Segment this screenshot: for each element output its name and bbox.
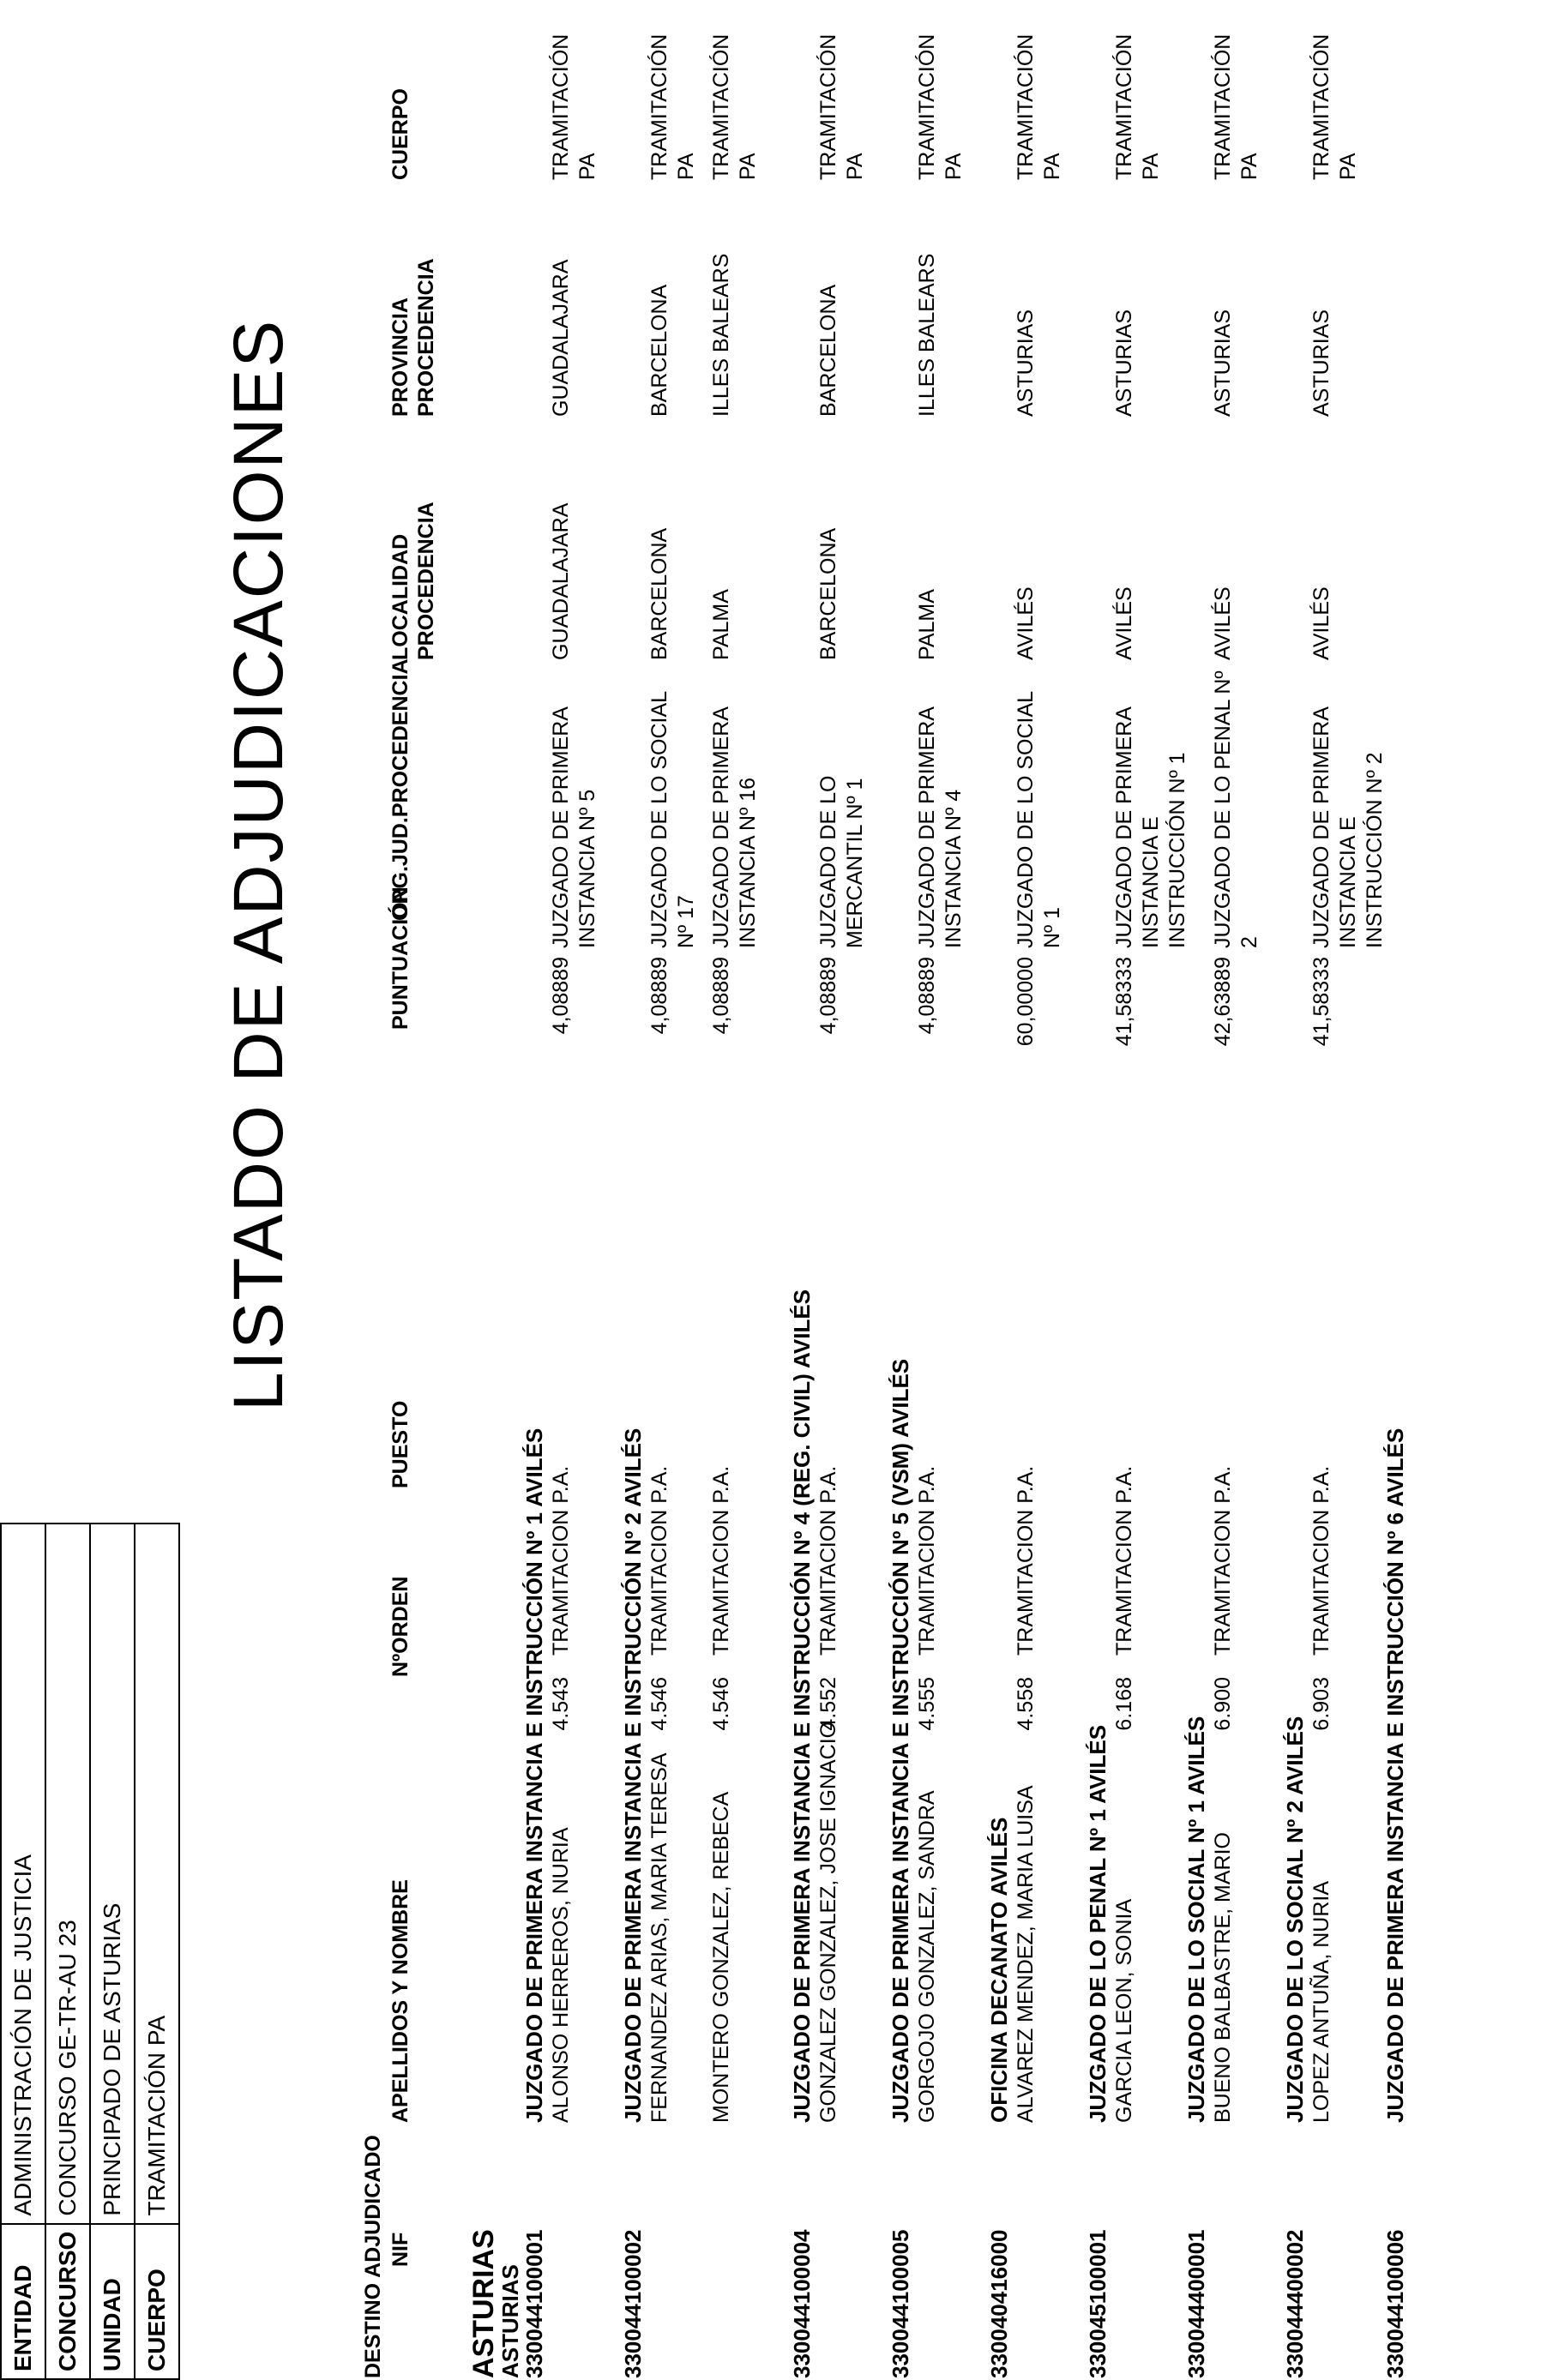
row-puesto: TRAMITACION P.A. <box>709 1465 733 1656</box>
row-puntuacion: 4,08889 <box>549 957 573 1035</box>
row-orden: 4.552 <box>816 1677 840 1731</box>
row-orden: 6.903 <box>1309 1677 1333 1731</box>
header-value-concurso: CONCURSO GE-TR-AU 23 <box>45 1524 90 2224</box>
row-puesto: TRAMITACION P.A. <box>647 1465 671 1656</box>
group-name: JUZGADO DE LO SOCIAL Nº 2 AVILÉS <box>1282 1716 1308 2123</box>
row-localidad: PALMA <box>709 589 733 660</box>
header-row <box>135 1524 179 2379</box>
row-organo: JUZGADO DE LO PENAL Nº 2 <box>1211 670 1261 948</box>
region-heading: ASTURIAS <box>467 2229 500 2378</box>
row-localidad: AVILÉS <box>1014 586 1038 660</box>
row-puesto: TRAMITACION P.A. <box>1112 1465 1136 1656</box>
header-label-concurso: CONCURSO <box>45 2224 90 2379</box>
header-label-unidad: UNIDAD <box>90 2224 135 2379</box>
group-name: JUZGADO DE PRIMERA INSTANCIA E INSTRUCCIÓN Nº 6 AVILÉS <box>1382 1427 1408 2123</box>
row-organo: JUZGADO DE LO SOCIAL Nº 1 <box>1014 691 1064 948</box>
row-provincia: ASTURIAS <box>1211 309 1235 417</box>
col-header-puntuacion: PUNTUACIÓN <box>388 886 412 1030</box>
header-label-entidad: ENTIDAD <box>1 2224 45 2379</box>
col-header-localidad: LOCALIDAD PROCEDENCIA <box>388 502 438 660</box>
header-row <box>1 1524 45 2379</box>
row-organo: JUZGADO DE PRIMERA INSTANCIA E INSTRUCCIÓN Nº 2 <box>1309 707 1387 948</box>
row-nombre: ALONSO HERREROS, NURIA <box>549 1827 573 2123</box>
group-name: JUZGADO DE LO SOCIAL Nº 1 AVILÉS <box>1183 1716 1209 2123</box>
row-provincia: ASTURIAS <box>1014 309 1038 417</box>
row-localidad: BARCELONA <box>647 527 671 660</box>
group-code: 330040416000 <box>986 2229 1012 2378</box>
row-puesto: TRAMITACION P.A. <box>816 1465 840 1656</box>
header-value-cuerpo: TRAMITACIÓN PA <box>135 1524 179 2224</box>
row-puntuacion: 42,63889 <box>1211 957 1235 1047</box>
row-puesto: TRAMITACION P.A. <box>915 1465 939 1656</box>
header-value-entidad: ADMINISTRACIÓN DE JUSTICIA <box>1 1524 45 2224</box>
col-header-destino: DESTINO ADJUDICADO <box>361 2135 385 2378</box>
row-puntuacion: 4,08889 <box>816 957 840 1035</box>
group-code: 330044100001 <box>521 2229 547 2378</box>
row-provincia: BARCELONA <box>647 284 671 417</box>
col-header-organo: ORG.JUD.PROCEDENCIA <box>388 658 412 921</box>
row-orden: 4.555 <box>915 1677 939 1731</box>
row-puntuacion: 4,08889 <box>647 957 671 1035</box>
row-orden: 4.558 <box>1014 1677 1038 1731</box>
group-name: JUZGADO DE PRIMERA INSTANCIA E INSTRUCCIÓN Nº 1 AVILÉS <box>521 1427 547 2123</box>
header-label-cuerpo: CUERPO <box>135 2224 179 2379</box>
group-code: 330044100006 <box>1382 2229 1408 2378</box>
group-code: 330044100002 <box>620 2229 646 2378</box>
row-orden: 4.546 <box>709 1677 733 1731</box>
row-nombre: MONTERO GONZALEZ, REBECA <box>709 1791 733 2123</box>
row-puntuacion: 41,58333 <box>1309 957 1333 1047</box>
row-puntuacion: 4,08889 <box>709 957 733 1035</box>
row-nombre: GARCIA LEON, SONIA <box>1112 1898 1136 2123</box>
group-code: 330045100001 <box>1085 2229 1111 2378</box>
row-provincia: BARCELONA <box>816 284 840 417</box>
col-header-orden: NºORDEN <box>388 1576 412 1677</box>
col-header-provincia: PROVINCIA PROCEDENCIA <box>388 258 438 417</box>
group-name: OFICINA DECANATO AVILÉS <box>986 1817 1012 2123</box>
header-row <box>90 1524 135 2379</box>
row-nombre: GONZALEZ GONZALEZ, JOSE IGNACIO <box>816 1721 840 2123</box>
row-nombre: FERNANDEZ ARIAS, MARIA TERESA <box>647 1752 671 2123</box>
row-localidad: AVILÉS <box>1211 586 1235 660</box>
row-nombre: GORGOJO GONZALEZ, SANDRA <box>915 1790 939 2123</box>
col-header-nif: NIF <box>388 2232 412 2267</box>
group-code: 330044100005 <box>888 2229 913 2378</box>
group-name: JUZGADO DE LO PENAL Nº 1 AVILÉS <box>1085 1724 1111 2123</box>
row-cuerpo: TRAMITACIÓN PA <box>549 33 599 180</box>
row-cuerpo: TRAMITACIÓN PA <box>1112 33 1163 180</box>
row-nombre: ALVAREZ MENDEZ, MARIA LUISA <box>1014 1785 1038 2123</box>
subregion-heading: ASTURIAS <box>497 2264 523 2378</box>
row-cuerpo: TRAMITACIÓN PA <box>915 33 966 180</box>
row-nombre: LOPEZ ANTUÑA, NURIA <box>1309 1881 1333 2123</box>
row-orden: 4.546 <box>647 1677 671 1731</box>
row-cuerpo: TRAMITACIÓN PA <box>1014 33 1064 180</box>
row-orden: 4.543 <box>549 1677 573 1731</box>
group-name: JUZGADO DE PRIMERA INSTANCIA E INSTRUCCIÓN Nº 2 AVILÉS <box>620 1427 646 2123</box>
row-nombre: BUENO BALBASTRE, MARIO <box>1211 1832 1235 2123</box>
row-organo: JUZGADO DE PRIMERA INSTANCIA Nº 16 <box>709 707 760 948</box>
col-header-puesto: PUESTO <box>388 1400 412 1488</box>
row-cuerpo: TRAMITACIÓN PA <box>1309 33 1360 180</box>
row-localidad: AVILÉS <box>1112 586 1136 660</box>
group-name: JUZGADO DE PRIMERA INSTANCIA E INSTRUCCIÓN Nº 5 (VSM) AVILÉS <box>888 1358 913 2123</box>
row-cuerpo: TRAMITACIÓN PA <box>816 33 867 180</box>
row-organo: JUZGADO DE LO MERCANTIL Nº 1 <box>816 775 867 948</box>
group-name: JUZGADO DE PRIMERA INSTANCIA E INSTRUCCIÓN Nº 4 (REG. CIVIL) AVILÉS <box>789 1289 815 2123</box>
header-info-table <box>0 1523 180 2380</box>
row-localidad: PALMA <box>915 589 939 660</box>
col-header-apellidos: APELLIDOS Y NOMBRE <box>388 1879 412 2123</box>
row-puesto: TRAMITACION P.A. <box>1309 1465 1333 1656</box>
row-provincia: GUADALAJARA <box>549 259 573 417</box>
row-puesto: TRAMITACION P.A. <box>549 1465 573 1656</box>
row-provincia: ASTURIAS <box>1112 309 1136 417</box>
group-code: 330044400001 <box>1183 2229 1209 2378</box>
row-provincia: ILLES BALEARS <box>709 253 733 417</box>
header-value-unidad: PRINCIPADO DE ASTURIAS <box>90 1524 135 2224</box>
row-organo: JUZGADO DE PRIMERA INSTANCIA E INSTRUCCIÓN Nº 1 <box>1112 707 1189 948</box>
row-puntuacion: 41,58333 <box>1112 957 1136 1047</box>
row-cuerpo: TRAMITACIÓN PA <box>647 33 698 180</box>
page-title: LISTADO DE ADJUDICACIONES <box>220 318 298 1411</box>
header-row <box>45 1524 90 2379</box>
row-provincia: ILLES BALEARS <box>915 253 939 417</box>
row-orden: 6.900 <box>1211 1677 1235 1731</box>
row-organo: JUZGADO DE LO SOCIAL Nº 17 <box>647 691 698 948</box>
row-organo: JUZGADO DE PRIMERA INSTANCIA Nº 4 <box>915 707 966 948</box>
row-organo: JUZGADO DE PRIMERA INSTANCIA Nº 5 <box>549 707 599 948</box>
row-puesto: TRAMITACION P.A. <box>1014 1465 1038 1656</box>
row-cuerpo: TRAMITACIÓN PA <box>709 33 760 180</box>
row-localidad: BARCELONA <box>816 527 840 660</box>
row-cuerpo: TRAMITACIÓN PA <box>1211 33 1261 180</box>
col-header-cuerpo: CUERPO <box>388 88 412 180</box>
row-puntuacion: 4,08889 <box>915 957 939 1035</box>
row-localidad: GUADALAJARA <box>549 502 573 660</box>
group-code: 330044400002 <box>1282 2229 1308 2378</box>
row-puesto: TRAMITACION P.A. <box>1211 1465 1235 1656</box>
group-code: 330044100004 <box>789 2229 815 2378</box>
row-provincia: ASTURIAS <box>1309 309 1333 417</box>
row-puntuacion: 60,00000 <box>1014 957 1038 1047</box>
row-localidad: AVILÉS <box>1309 586 1333 660</box>
row-orden: 6.168 <box>1112 1677 1136 1731</box>
